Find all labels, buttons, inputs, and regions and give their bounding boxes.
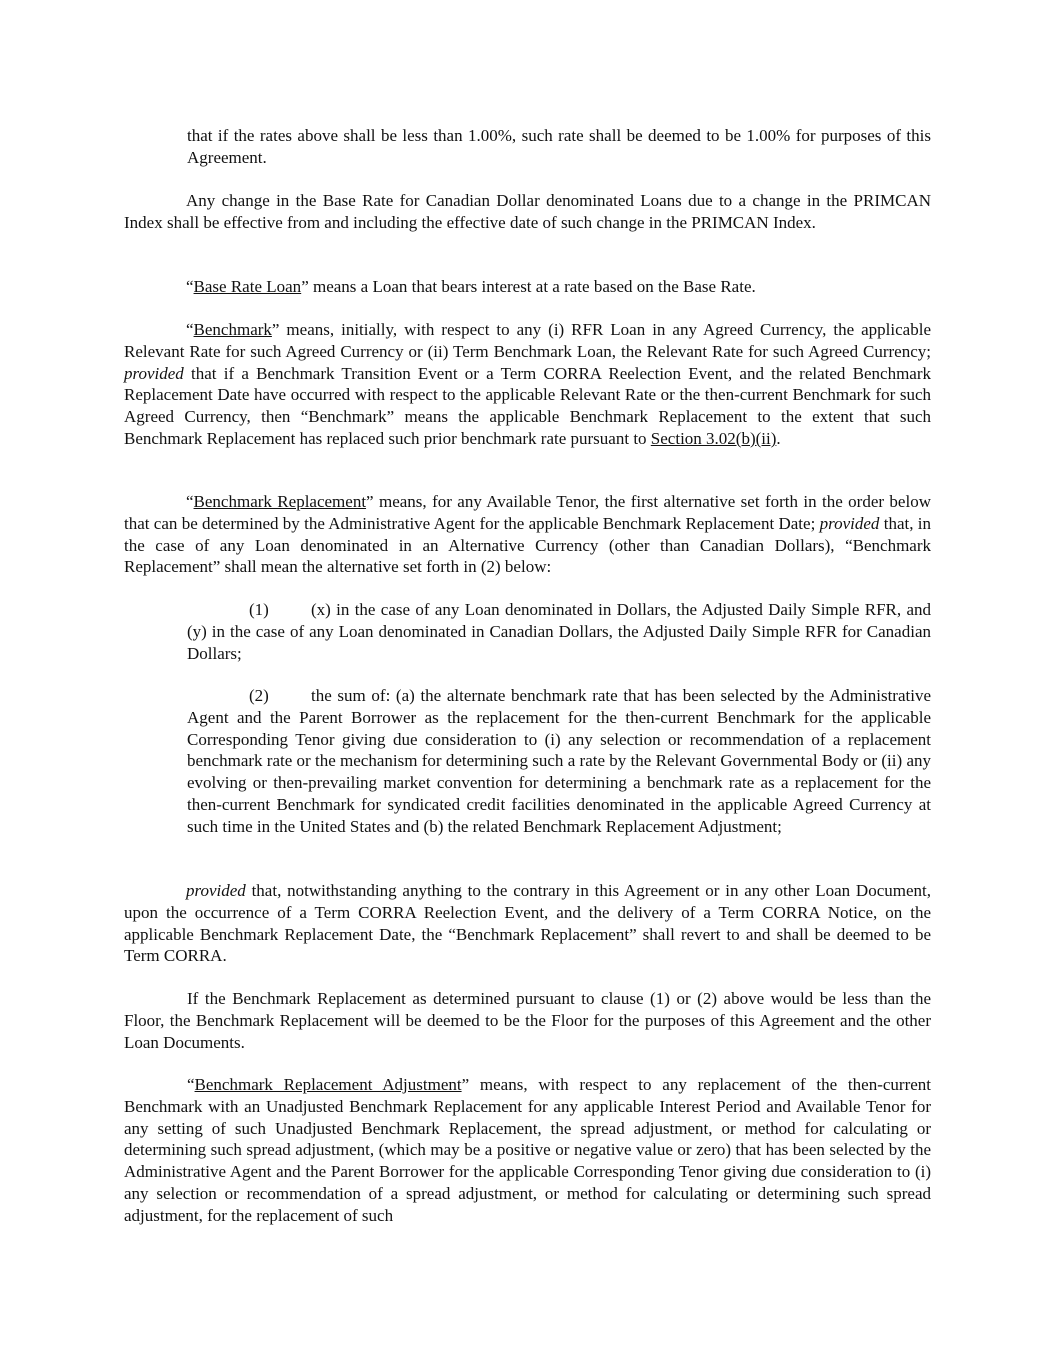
clause-number: (2)	[249, 686, 269, 705]
proviso-text: that, notwithstanding anything to the contrary in this Agreement or in any other Loan Document, upon the occurrence of a Term CORRA Reelection Event, and the delivery of a Term CORRA Notice, on the applicable Benchmark Replacement Date, the “Benchmark Replacement” shall revert to and shall be deemed to be Term CORRA.	[124, 881, 931, 966]
definition-text: ” means, with respect to any replacement of the then-current Benchmark with an Unadjusted Benchmark Replacement for any applicable Interest Period and Available Tenor for any setting of such Unadjusted Benchmark Replacement, the spread adjustment, or method for calculating or determining such spread adjustment, (which may be a positive or negative value or zero) that has been selected by the Administrative Agent and the Parent Borrower for the applicable Corresponding Tenor giving due consideration to (i) any selection or recommendation of a spread adjustment, or method for calculating or determining such spread adjustment, for the replacement of such	[124, 1075, 931, 1225]
period: .	[776, 428, 781, 448]
definition-benchmark-replacement	[124, 491, 931, 578]
definition-base-rate-loan	[124, 276, 931, 298]
clause-number: (1)	[249, 600, 269, 619]
proviso-word: provided	[124, 363, 184, 383]
open-quote: “	[187, 1075, 195, 1094]
open-quote: “	[186, 492, 194, 511]
definition-text: ” means a Loan that bears interest at a rate based on the Base Rate.	[301, 277, 756, 296]
clause-text: the sum of: (a) the alternate benchmark rate that has been selected by the Administrative Agent and the Parent Borrower as the replacement for the then-current Benchmark for the applicable Corresponding Tenor giving due consideration to (i) any selection or recommendation of a replacement benchmark rate or the mechanism for determining such a rate by the Relevant Governmental Body or (ii) any evolving or then-prevailing market convention for determining a benchmark rate as a replacement for the then-current Benchmark for syndicated credit facilities denominated in the applicable Agreed Currency at such time in the United States and (b) the related Benchmark Replacement Adjustment;	[187, 686, 931, 836]
proviso-word: provided	[186, 881, 246, 900]
paragraph-floor: If the Benchmark Replacement as determined pursuant to clause (1) or (2) above would be less than the Floor, the Benchmark Replacement will be deemed to be the Floor for the purposes of this Agreement and the other Loan Documents.	[124, 989, 931, 1052]
defined-term: Benchmark	[193, 320, 272, 339]
open-quote: “	[186, 277, 194, 296]
paragraph-rate-floor: that if the rates above shall be less than 1.00%, such rate shall be deemed to be 1.00% for purposes of this Agreement.	[187, 126, 931, 167]
definition-benchmark-replacement-adjustment	[124, 1074, 931, 1227]
definition-text: that, in the case of any Loan denominated in an Alternative Currency (other than Canadian Dollars), “Benchmark Replacement” shall mean the alternative set forth in (2) below:	[124, 513, 931, 577]
definition-text: that if a Benchmark Transition Event or a Term CORRA Reelection Event, and the related Benchmark Replacement Date have occurred with respect to the applicable Relevant Rate or the then-current Benchmark for such Agreed Currency, then “Benchmark” means the applicable Benchmark Replacement to the extent that such Benchmark Replacement has replaced such prior benchmark rate pursuant to	[124, 363, 931, 448]
clause-2	[187, 685, 931, 838]
clause-1	[187, 599, 931, 664]
section-reference: Section 3.02(b)(ii)	[650, 428, 777, 448]
defined-term: Benchmark Replacement Adjustment	[194, 1075, 462, 1094]
defined-term: Benchmark Replacement	[193, 492, 367, 511]
open-quote: “	[186, 320, 194, 339]
paragraph-primcan-change: Any change in the Base Rate for Canadian Dollar denominated Loans due to a change in the PRIMCAN Index shall be effective from and including the effective date of such change in the PRIMCAN Index.	[124, 191, 931, 232]
definition-benchmark	[124, 319, 931, 450]
proviso-paragraph	[124, 880, 931, 967]
proviso-word: provided	[819, 513, 880, 533]
definition-text: ” means, for any Available Tenor, the first alternative set forth in the order below that can be determined by the Administrative Agent for the applicable Benchmark Replacement Date;	[124, 492, 931, 533]
defined-term: Base Rate Loan	[193, 277, 302, 296]
clause-text: (x) in the case of any Loan denominated in Dollars, the Adjusted Daily Simple RFR, and (y) in the case of any Loan denominated in Canadian Dollars, the Adjusted Daily Simple RFR for Canadian Dollars;	[187, 600, 931, 663]
definition-text: ” means, initially, with respect to any (i) RFR Loan in any Agreed Currency, the applicable Relevant Rate for such Agreed Currency or (ii) Term Benchmark Loan, the Relevant Rate for such Agreed Currency;	[124, 320, 931, 361]
